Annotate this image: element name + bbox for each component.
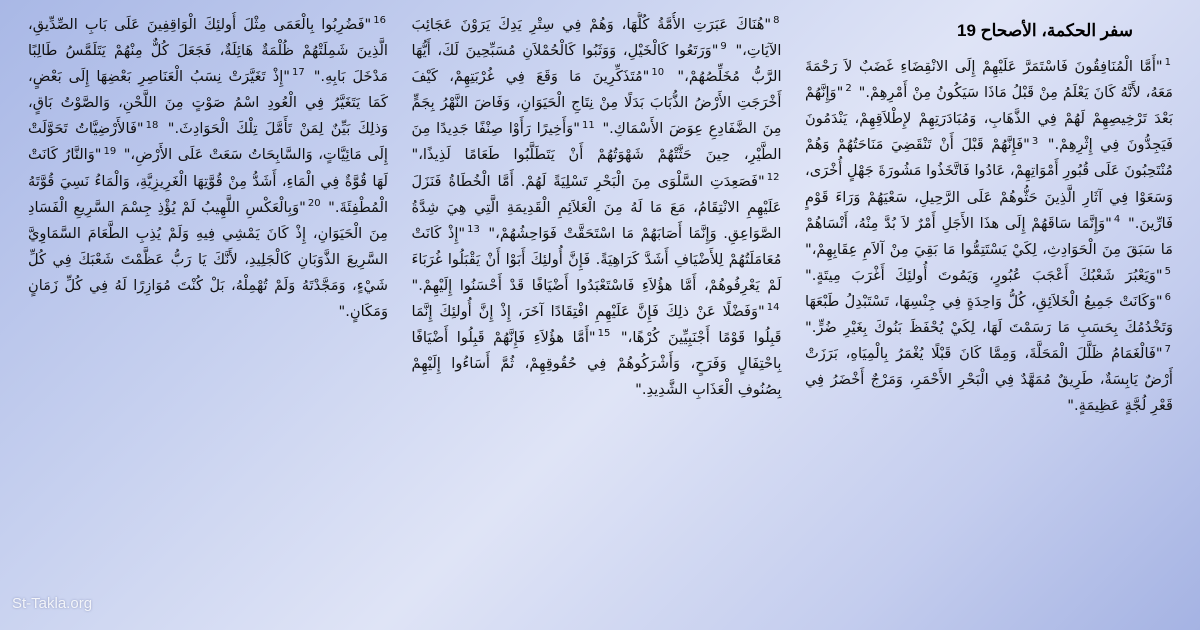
verse-text: "هُنَاكَ عَبَرَتِ الأُمَّةُ كُلُّهَا، وَهُمْ فِي سِتْرِ يَدِكَ يَرَوْنَ عَجَائِبَ الآيَاتِ،" <box>411 16 782 60</box>
verse-number: 19 <box>103 145 117 157</box>
verse-number: 8 <box>773 15 780 27</box>
verse-text: "فَصَعِدَتِ السَّلْوَى مِنَ الْبَحْرِ تَسْلِيَةً لَهُمْ. أَمَّا الْخُطَاةُ فَنَزَلَ عَلَيْهِمِ الانْتِقَامُ، مَعَ مَا لَهُ مِنَ الْعَلاَئِمِ الْقَدِيمَةِ الَّتِي هِيَ شِدَّةُ الصَّوَاعِقِ. وَإِنَّمَا أَصَابَهُمْ مَا اسْتَحَقَّتْ فَوَاحِشُهُمْ،" <box>411 172 782 242</box>
verse-text: "وَأَخِيرًا رَأَوْا صِنْفًا جَدِيدًا مِنَ الطَّيْرِ، حِينَ حَثَّتْهُمْ شَهْوَتُهُمْ أَنْ يَتَطَلَّبُوا طَعَامًا لَذِيذًا،" <box>411 120 782 164</box>
verse-4 <box>805 215 1173 258</box>
verse-number: 12 <box>766 171 780 183</box>
verse-text: "وَفَضْلًا عَنْ ذلِكَ فَإِنَّ عَلَيْهِمِ افْتِقَادًا آخَرَ، إِذْ إِنَّ أُولئِكَ إِنَّمَا قَبِلُوا قَوْمًا أَجْنَبِيِّينَ كُرْهًا،" <box>411 303 782 347</box>
verse-5 <box>805 267 1173 284</box>
verse-number: 2 <box>845 83 852 95</box>
verse-number: 9 <box>720 41 727 53</box>
verse-number: 1 <box>1164 57 1171 69</box>
verse-number: 17 <box>292 67 305 79</box>
verse-text: "فَالأَرْضِيَّاتُ تَحَوَّلَتْ إِلَى مَائِيَّاتٍ، وَالسَّابِحَاتُ سَعَتْ عَلَى الأَرْضِ،" <box>28 120 388 164</box>
verse-number: 20 <box>307 197 321 209</box>
verse-number: 4 <box>1113 213 1121 225</box>
verse-text: "وَرَتَعُوا كَالْخَيْلِ، وَوَثَبُوا كَالْحُمْلاَنِ مُسَبِّحِينَ لَكَ، أَيُّهَا الرَّبُّ مُخَلِّصُهُمْ،" <box>411 42 782 86</box>
verse-text: "وَيَعْبُرَ شَعْبُكَ أَعْجَبَ عُبُورٍ، وَيَمُوتَ أُولئِكَ أَغْرَبَ مِيتَةٍ." <box>805 266 1163 284</box>
verse-text: "مُتَذَكِّرِينَ مَا وَقَعَ فِي غُرْبَتِهِمْ، كَيْفَ أَخْرَجَتِ الأَرْضُ الذُّبَابَ بَدَلًا مِنْ نِتَاجِ الْحَيَوَانِ، وَفَاضَ النَّهْرُ بِجَمٍّ مِنَ الضَّفَادِعِ عِوَضَ الأَسْمَاكِ." <box>411 68 782 138</box>
verse-7 <box>805 345 1173 414</box>
verse-number: 6 <box>1164 292 1171 304</box>
verse-20 <box>28 199 388 320</box>
text-column-3 <box>28 12 388 618</box>
verse-number: 5 <box>1164 265 1171 277</box>
verse-number: 3 <box>1031 135 1039 147</box>
verse-number: 10 <box>651 67 665 79</box>
verse-1 <box>805 58 1173 101</box>
verse-text: "فَضُرِبُوا بِالْعَمَى مِثْلَ أُولئِكَ الْوَاقِفِينَ عَلَى بَابِ الصِّدِّيقِ، الَّذِينَ شَمِلَتْهُمْ ظُلْمَةٌ هَائِلَةٌ، فَجَعَلَ كُلٌّ مِنْهُمْ يَتَلَمَّسُ طَالِبًا مَدْخَلَ بَابِهِ." <box>28 16 388 86</box>
verse-number: 13 <box>467 223 480 235</box>
verse-text: "إِذْ كَانَتْ مُعَامَلَتُهُمْ لِلأَضْيَافِ أَشَدَّ كَرَاهِيَةً. فَإِنَّ أُولئِكَ أَبَوْا أَنْ يَقْبَلُوا غُرَبَاءَ لَمْ يَعْرِفُوهُمْ، أَمَّا هؤُلاَءِ فَاسْتَعْبَدُوا أَضْيَافًا قَدْ أَحْسَنُوا إِلَيْهِمْ." <box>411 224 782 294</box>
verse-text: "فَإِنَّهُمْ قَبْلَ أَنْ تَنْقَضِيَ مَنَاحَتُهُمْ وَهُمْ مُنْتَحِبُونَ عَلَى قُبُورِ أَمْوَاتِهِمْ، عَادُوا فَاتَّخَذُوا مَشُورَةَ جَهْلٍ أُخْرَى، وَسَعَوْا فِي آثَارِ الَّذِينَ حَثُّوهُمْ عَلَى الرَّحِيلِ، سَعْيَهُمْ وَرَاءَ قَوْمٍ فَارِّينَ." <box>805 136 1173 232</box>
verse-number: 16 <box>373 15 386 27</box>
verse-number: 18 <box>145 119 159 131</box>
verse-number: 7 <box>1164 344 1171 356</box>
site-watermark: St-Takla.org <box>12 595 93 612</box>
verse-text: "أَمَّا هؤُلاَءِ فَإِنَّهُمْ قَبِلُوا أَضْيَافًا بِاحْتِفَالٍ وَفَرَحٍ، وَأَشْرَكُوهُمْ فِي حُقُوقِهِمْ، ثُمَّ أَسَاءُوا إِلَيْهِمْ بِصُنُوفِ الْعَذَابِ الشَّدِيدِ." <box>411 329 782 399</box>
verse-text: "فَالْغَمَامُ ظَلَّلَ الْمَحَلَّةَ، وَمِمَّا كَانَ قَبْلًا يُغْمَرُ بِالْمِيَاهِ، بَرَزَتْ أَرْضٌ يَابِسَةٌ، طَرِيقٌ مُمَهَّدٌ فِي الْبَحْرِ الأَحْمَرِ، وَمَرْجٌ أَخْضَرُ فِي قَعْرِ لُجَّةٍ عَظِيمَةٍ." <box>805 345 1173 415</box>
verse-number: 15 <box>597 328 611 340</box>
verse-text: "وَإِنَّمَا سَاقَهُمْ إِلَى هذَا الأَجَلِ أَمْرٌ لاَ بُدَّ مِنْهُ، أَنْسَاهُمْ مَا سَبَقَ مِنَ الْحَوَادِثِ، لِكَيْ يَسْتَتِمُّوا مَا بَقِيَ مِنْ آلاَمِ عِقَابِهِمْ،" <box>805 214 1173 258</box>
text-column-2 <box>412 12 782 618</box>
verse-text: "وَالنَّارُ كَانَتْ لَهَا قُوَّةٌ فِي الْمَاءِ، أَشَدُّ مِنْ قُوَّتِهَا الْغَرِيزِيَّةِ، وَالْمَاءُ نَسِيَ قُوَّتَهُ الْمُطْفِئَةَ." <box>28 146 388 216</box>
scripture-page <box>28 12 1173 618</box>
verse-6 <box>805 293 1173 336</box>
verse-number: 14 <box>766 302 780 314</box>
verse-text: "وَبِالْعَكْسِ اللَّهِيبُ لَمْ يُؤْذِ جِسْمَ السَّرِيعِ الْفَسَادِ مِنَ الْحَيَوَانِ، إِذْ كَانَ يَمْشِي فِيهِ وَلَمْ يُذِبِ الطَّعَامَ السَّمَاوِيَّ السَّرِيعَ الذَّوَبَانِ كَالْجَلِيدِ، لأَنَّكَ يَا رَبُّ عَظَّمْتَ شَعْبَكَ فِي كُلِّ شَيْءٍ، وَمَجَّدْتَهُ وَلَمْ تُهْمِلْهُ، بَلْ كُنْتَ مُوَازِرًا لَهُ فِي كُلِّ زَمَانٍ وَمَكَانٍ." <box>28 198 388 321</box>
page-title: سفر الحكمة، الأصحاح 19 <box>957 21 1133 40</box>
verse-text: "وَكَانَتْ جَمِيعُ الْخَلاَئِقِ، كُلُّ وَاحِدَةٍ فِي جِنْسِهَا، تَسْتَبْدِلُ طَبْعَهَا وَتَخْدُمُكَ بِحَسَبِ مَا رَسَمْتَ لَهَا، لِكَيْ يُحْفَظَ بَنُوكَ بِغَيْرِ ضُرٍّ." <box>805 292 1173 337</box>
verse-text: "أَمَّا الْمُنَافِقُونَ فَاسْتَمَرَّ عَلَيْهِمْ إِلَى الانْقِضَاءِ غَضَبٌ لاَ رَحْمَةَ مَعَهُ، لأَنَّهُ كَانَ يَعْلَمُ مِنْ قَبْلُ مَاذَا سَيَكُونُ مِنْ أَمْرِهِمْ." <box>805 58 1173 102</box>
text-column-1 <box>805 12 1173 618</box>
verse-text: "وَإِنَّهُمْ بَعْدَ تَرْخِيصِهِمْ لَهُمْ فِي الذَّهَابِ، وَمُبَادَرَتِهِمْ لإِطْلاَقِهِمْ، يَنْدَمُونَ فَيَجِدُّونَ فِي إِثْرِهِمْ." <box>805 84 1173 154</box>
verse-number: 11 <box>581 119 595 131</box>
verse-text: "إِذْ تَغَيَّرَتْ نِسَبُ الْعَنَاصِرِ بَعْضِهَا إِلَى بَعْضٍ، كَمَا يَتَغَيَّرُ فِي الْعُودِ اسْمُ صَوْتٍ مِنَ اللَّحْنِ، وَالصَّوْتُ بَاقٍ، وَذلِكَ بَيِّنٌ لِمَنْ تَأَمَّلَ تِلْكَ الْحَوَادِثَ." <box>28 68 388 138</box>
